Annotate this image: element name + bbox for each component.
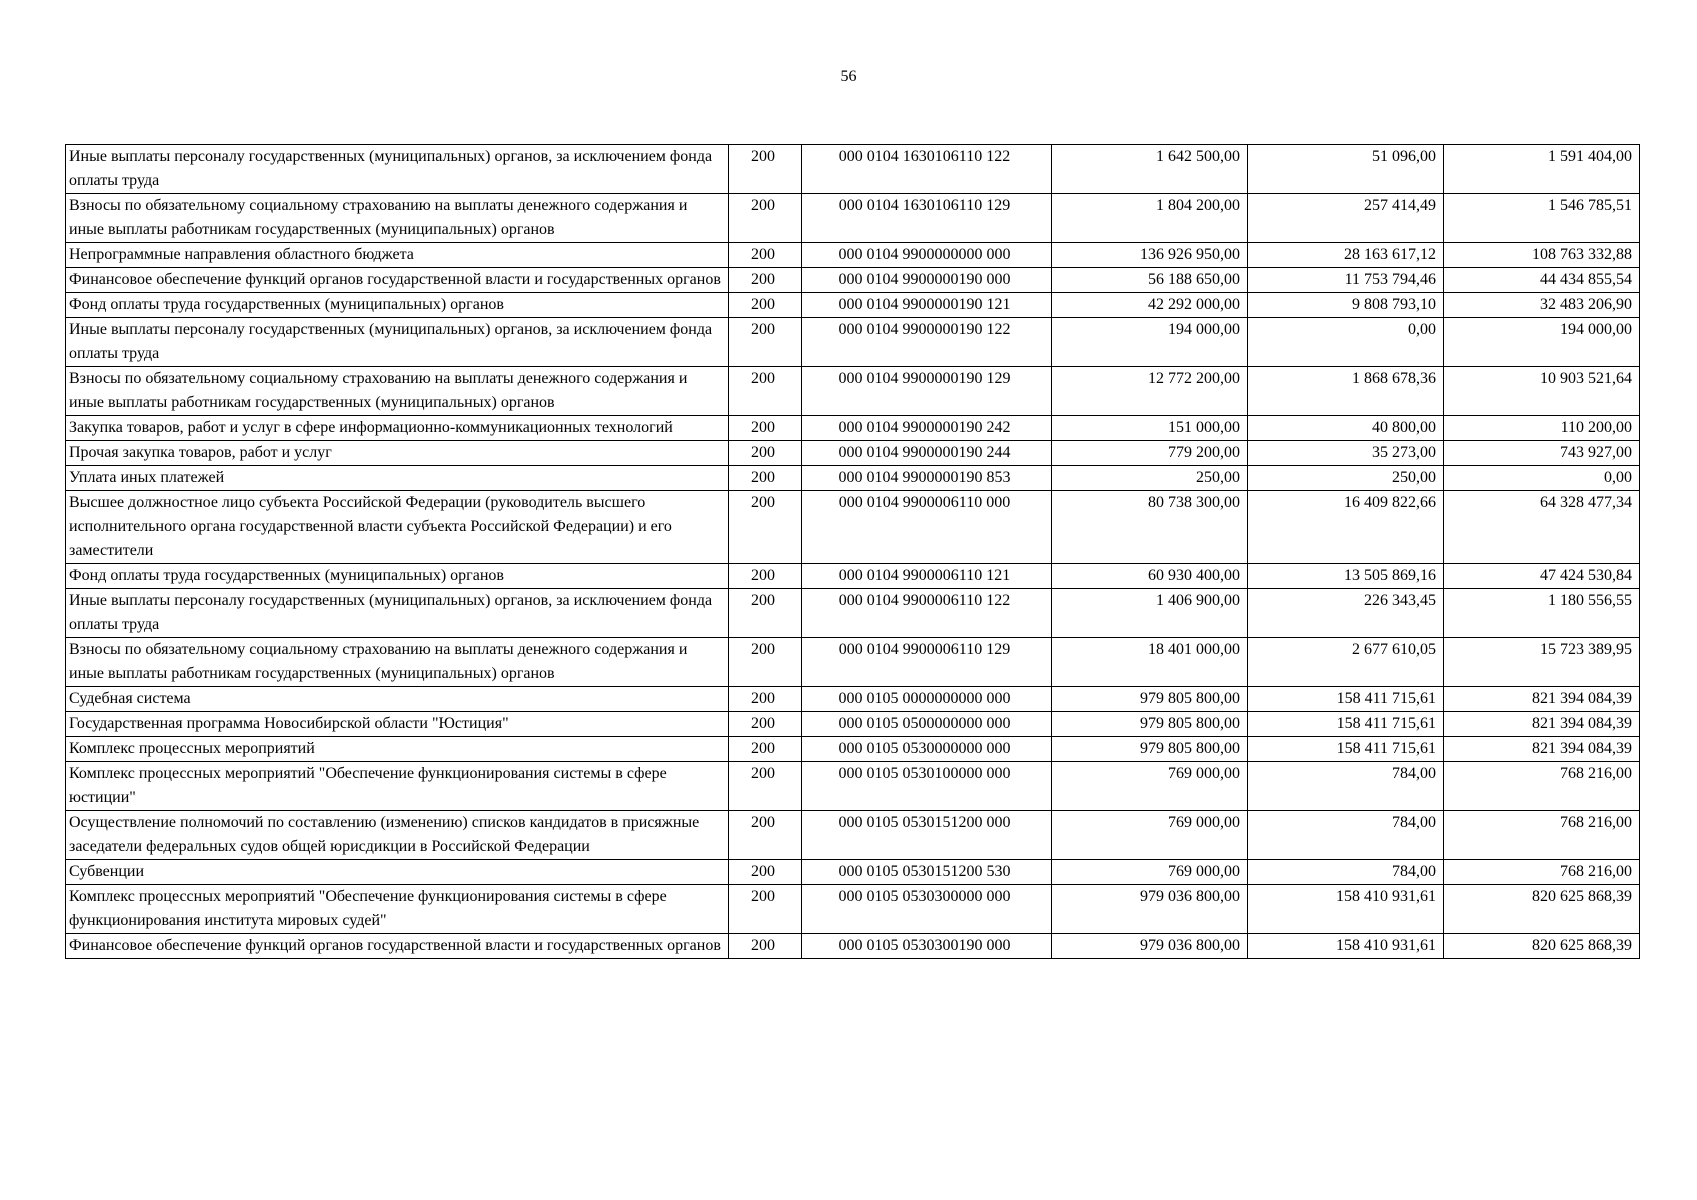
- cell-budget-classification-code: 000 0104 9900000190 121: [802, 293, 1052, 318]
- table-row: [66, 466, 1640, 491]
- cell-executed-amount: 51 096,00: [1248, 145, 1444, 194]
- cell-budget-classification-code: 000 0104 9900000190 000: [802, 268, 1052, 293]
- cell-executed-amount: 11 753 794,46: [1248, 268, 1444, 293]
- cell-name: Государственная программа Новосибирской области "Юстиция": [66, 712, 729, 737]
- table-row: [66, 416, 1640, 441]
- cell-name: Фонд оплаты труда государственных (муниципальных) органов: [66, 564, 729, 589]
- table-row: [66, 589, 1640, 638]
- cell-name: Комплекс процессных мероприятий "Обеспечение функционирования системы в сфере юстиции": [66, 762, 729, 811]
- table-row: [66, 860, 1640, 885]
- cell-executed-amount: 158 411 715,61: [1248, 712, 1444, 737]
- cell-name: Осуществление полномочий по составлению (изменению) списков кандидатов в присяжные заседатели федеральных судов общей юрисдикции в Российской Федерации: [66, 811, 729, 860]
- cell-approved-amount: 979 805 800,00: [1052, 712, 1248, 737]
- cell-executed-amount: 35 273,00: [1248, 441, 1444, 466]
- cell-budget-classification-code: 000 0104 9900000190 853: [802, 466, 1052, 491]
- cell-approved-amount: 80 738 300,00: [1052, 491, 1248, 564]
- cell-unexecuted-amount: 1 591 404,00: [1444, 145, 1640, 194]
- cell-approved-amount: 12 772 200,00: [1052, 367, 1248, 416]
- cell-approved-amount: 56 188 650,00: [1052, 268, 1248, 293]
- table-body: [66, 145, 1640, 959]
- cell-executed-amount: 158 411 715,61: [1248, 737, 1444, 762]
- cell-approved-amount: 769 000,00: [1052, 811, 1248, 860]
- cell-executed-amount: 226 343,45: [1248, 589, 1444, 638]
- cell-line-code: 200: [729, 318, 802, 367]
- cell-executed-amount: 16 409 822,66: [1248, 491, 1444, 564]
- cell-executed-amount: 2 677 610,05: [1248, 638, 1444, 687]
- cell-approved-amount: 18 401 000,00: [1052, 638, 1248, 687]
- cell-budget-classification-code: 000 0104 1630106110 129: [802, 194, 1052, 243]
- cell-budget-classification-code: 000 0105 0500000000 000: [802, 712, 1052, 737]
- cell-name: Взносы по обязательному социальному страхованию на выплаты денежного содержания и иные выплаты работникам государственных (муниципальных) органов: [66, 638, 729, 687]
- cell-approved-amount: 136 926 950,00: [1052, 243, 1248, 268]
- cell-executed-amount: 40 800,00: [1248, 416, 1444, 441]
- cell-line-code: 200: [729, 860, 802, 885]
- cell-executed-amount: 158 411 715,61: [1248, 687, 1444, 712]
- cell-approved-amount: 979 805 800,00: [1052, 737, 1248, 762]
- table-row: [66, 638, 1640, 687]
- cell-approved-amount: 194 000,00: [1052, 318, 1248, 367]
- cell-budget-classification-code: 000 0105 0530300000 000: [802, 885, 1052, 934]
- cell-approved-amount: 979 036 800,00: [1052, 934, 1248, 959]
- cell-budget-classification-code: 000 0105 0530300190 000: [802, 934, 1052, 959]
- cell-name: Взносы по обязательному социальному страхованию на выплаты денежного содержания и иные выплаты работникам государственных (муниципальных) органов: [66, 194, 729, 243]
- cell-name: Высшее должностное лицо субъекта Российской Федерации (руководитель высшего исполнительного органа государственной власти субъекта Российской Федерации) и его заместители: [66, 491, 729, 564]
- cell-approved-amount: 769 000,00: [1052, 762, 1248, 811]
- cell-unexecuted-amount: 108 763 332,88: [1444, 243, 1640, 268]
- table-row: [66, 737, 1640, 762]
- cell-executed-amount: 250,00: [1248, 466, 1444, 491]
- cell-executed-amount: 158 410 931,61: [1248, 885, 1444, 934]
- cell-line-code: 200: [729, 145, 802, 194]
- cell-budget-classification-code: 000 0105 0000000000 000: [802, 687, 1052, 712]
- cell-executed-amount: 9 808 793,10: [1248, 293, 1444, 318]
- cell-line-code: 200: [729, 564, 802, 589]
- table-row: [66, 762, 1640, 811]
- table-row: [66, 885, 1640, 934]
- cell-line-code: 200: [729, 416, 802, 441]
- cell-unexecuted-amount: 1 546 785,51: [1444, 194, 1640, 243]
- cell-budget-classification-code: 000 0105 0530100000 000: [802, 762, 1052, 811]
- cell-name: Финансовое обеспечение функций органов государственной власти и государственных органов: [66, 268, 729, 293]
- budget-execution-table: [65, 144, 1640, 959]
- cell-line-code: 200: [729, 712, 802, 737]
- cell-name: Иные выплаты персоналу государственных (муниципальных) органов, за исключением фонда оплаты труда: [66, 318, 729, 367]
- cell-line-code: 200: [729, 762, 802, 811]
- cell-line-code: 200: [729, 589, 802, 638]
- cell-line-code: 200: [729, 687, 802, 712]
- cell-unexecuted-amount: 768 216,00: [1444, 860, 1640, 885]
- table-row: [66, 293, 1640, 318]
- cell-name: Иные выплаты персоналу государственных (муниципальных) органов, за исключением фонда оплаты труда: [66, 589, 729, 638]
- cell-name: Уплата иных платежей: [66, 466, 729, 491]
- cell-unexecuted-amount: 0,00: [1444, 466, 1640, 491]
- table-row: [66, 687, 1640, 712]
- cell-unexecuted-amount: 15 723 389,95: [1444, 638, 1640, 687]
- cell-executed-amount: 784,00: [1248, 860, 1444, 885]
- table-row: [66, 194, 1640, 243]
- cell-unexecuted-amount: 821 394 084,39: [1444, 712, 1640, 737]
- cell-budget-classification-code: 000 0104 9900000190 242: [802, 416, 1052, 441]
- cell-unexecuted-amount: 821 394 084,39: [1444, 687, 1640, 712]
- cell-line-code: 200: [729, 441, 802, 466]
- cell-executed-amount: 13 505 869,16: [1248, 564, 1444, 589]
- cell-name: Субвенции: [66, 860, 729, 885]
- table-row: [66, 268, 1640, 293]
- cell-unexecuted-amount: 44 434 855,54: [1444, 268, 1640, 293]
- cell-approved-amount: 1 804 200,00: [1052, 194, 1248, 243]
- cell-executed-amount: 0,00: [1248, 318, 1444, 367]
- cell-executed-amount: 784,00: [1248, 811, 1444, 860]
- cell-unexecuted-amount: 110 200,00: [1444, 416, 1640, 441]
- cell-unexecuted-amount: 743 927,00: [1444, 441, 1640, 466]
- cell-budget-classification-code: 000 0104 1630106110 122: [802, 145, 1052, 194]
- cell-name: Прочая закупка товаров, работ и услуг: [66, 441, 729, 466]
- cell-name: Комплекс процессных мероприятий "Обеспечение функционирования системы в сфере функционирования института мировых судей": [66, 885, 729, 934]
- cell-budget-classification-code: 000 0104 9900006110 129: [802, 638, 1052, 687]
- cell-budget-classification-code: 000 0105 0530151200 530: [802, 860, 1052, 885]
- table-row: [66, 367, 1640, 416]
- cell-budget-classification-code: 000 0104 9900006110 122: [802, 589, 1052, 638]
- cell-name: Закупка товаров, работ и услуг в сфере информационно-коммуникационных технологий: [66, 416, 729, 441]
- table-row: [66, 145, 1640, 194]
- cell-unexecuted-amount: 194 000,00: [1444, 318, 1640, 367]
- table-row: [66, 712, 1640, 737]
- table-row: [66, 441, 1640, 466]
- cell-budget-classification-code: 000 0104 9900000190 129: [802, 367, 1052, 416]
- cell-line-code: 200: [729, 885, 802, 934]
- cell-name: Иные выплаты персоналу государственных (муниципальных) органов, за исключением фонда оплаты труда: [66, 145, 729, 194]
- cell-budget-classification-code: 000 0104 9900006110 000: [802, 491, 1052, 564]
- cell-unexecuted-amount: 768 216,00: [1444, 762, 1640, 811]
- cell-unexecuted-amount: 32 483 206,90: [1444, 293, 1640, 318]
- cell-line-code: 200: [729, 638, 802, 687]
- table-row: [66, 318, 1640, 367]
- cell-unexecuted-amount: 820 625 868,39: [1444, 885, 1640, 934]
- cell-approved-amount: 779 200,00: [1052, 441, 1248, 466]
- cell-approved-amount: 769 000,00: [1052, 860, 1248, 885]
- cell-line-code: 200: [729, 268, 802, 293]
- cell-name: Финансовое обеспечение функций органов государственной власти и государственных органов: [66, 934, 729, 959]
- cell-approved-amount: 1 642 500,00: [1052, 145, 1248, 194]
- cell-line-code: 200: [729, 194, 802, 243]
- cell-name: Фонд оплаты труда государственных (муниципальных) органов: [66, 293, 729, 318]
- cell-budget-classification-code: 000 0104 9900006110 121: [802, 564, 1052, 589]
- cell-executed-amount: 784,00: [1248, 762, 1444, 811]
- cell-unexecuted-amount: 47 424 530,84: [1444, 564, 1640, 589]
- cell-name: Непрограммные направления областного бюджета: [66, 243, 729, 268]
- cell-approved-amount: 1 406 900,00: [1052, 589, 1248, 638]
- cell-executed-amount: 257 414,49: [1248, 194, 1444, 243]
- cell-line-code: 200: [729, 466, 802, 491]
- cell-line-code: 200: [729, 293, 802, 318]
- cell-line-code: 200: [729, 491, 802, 564]
- cell-approved-amount: 42 292 000,00: [1052, 293, 1248, 318]
- cell-budget-classification-code: 000 0105 0530000000 000: [802, 737, 1052, 762]
- cell-unexecuted-amount: 821 394 084,39: [1444, 737, 1640, 762]
- cell-budget-classification-code: 000 0104 9900000000 000: [802, 243, 1052, 268]
- cell-unexecuted-amount: 768 216,00: [1444, 811, 1640, 860]
- cell-name: Взносы по обязательному социальному страхованию на выплаты денежного содержания и иные выплаты работникам государственных (муниципальных) органов: [66, 367, 729, 416]
- table-row: [66, 934, 1640, 959]
- cell-name: Судебная система: [66, 687, 729, 712]
- cell-approved-amount: 250,00: [1052, 466, 1248, 491]
- cell-unexecuted-amount: 64 328 477,34: [1444, 491, 1640, 564]
- cell-approved-amount: 151 000,00: [1052, 416, 1248, 441]
- cell-budget-classification-code: 000 0104 9900000190 244: [802, 441, 1052, 466]
- cell-budget-classification-code: 000 0104 9900000190 122: [802, 318, 1052, 367]
- table-row: [66, 564, 1640, 589]
- cell-approved-amount: 979 805 800,00: [1052, 687, 1248, 712]
- cell-approved-amount: 60 930 400,00: [1052, 564, 1248, 589]
- cell-unexecuted-amount: 1 180 556,55: [1444, 589, 1640, 638]
- cell-line-code: 200: [729, 367, 802, 416]
- table-row: [66, 491, 1640, 564]
- cell-line-code: 200: [729, 243, 802, 268]
- cell-line-code: 200: [729, 737, 802, 762]
- cell-unexecuted-amount: 10 903 521,64: [1444, 367, 1640, 416]
- page-number: 56: [840, 68, 857, 85]
- cell-unexecuted-amount: 820 625 868,39: [1444, 934, 1640, 959]
- cell-line-code: 200: [729, 811, 802, 860]
- cell-line-code: 200: [729, 934, 802, 959]
- cell-executed-amount: 1 868 678,36: [1248, 367, 1444, 416]
- table-row: [66, 243, 1640, 268]
- cell-executed-amount: 28 163 617,12: [1248, 243, 1444, 268]
- cell-name: Комплекс процессных мероприятий: [66, 737, 729, 762]
- cell-approved-amount: 979 036 800,00: [1052, 885, 1248, 934]
- cell-executed-amount: 158 410 931,61: [1248, 934, 1444, 959]
- cell-budget-classification-code: 000 0105 0530151200 000: [802, 811, 1052, 860]
- table-row: [66, 811, 1640, 860]
